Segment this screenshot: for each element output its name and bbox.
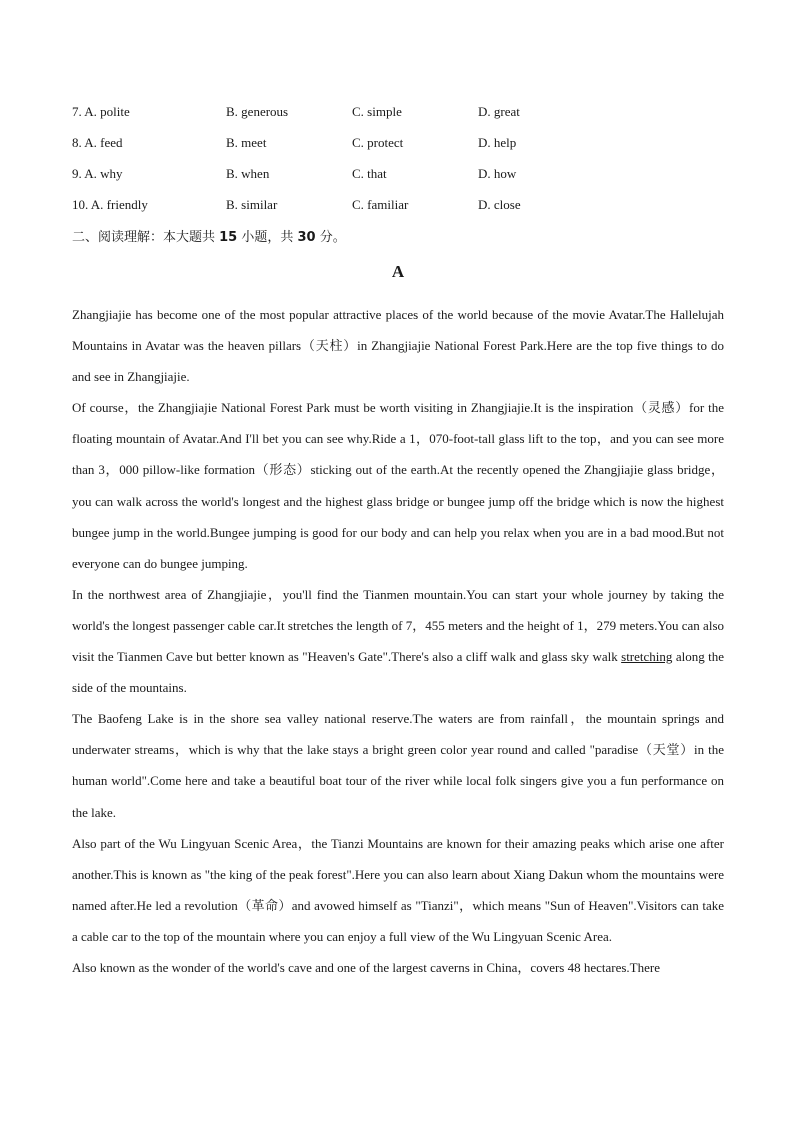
paragraph-tianmen: In the northwest area of Zhangjiajie，you'll find the Tianmen mountain.You can start your whole journey by taking the world's the longest passenger cable car.It stretches the length of 7，455 meters and the height of 1，279 meters.You can also visit the Tianmen Cave but better known as "Heaven's Gate".There's also a cliff walk and glass sky walk stretching along the side of the mountains. [72, 586, 725, 696]
passage-body [72, 299, 724, 983]
option-d: D. great [478, 104, 520, 119]
option-b: B. similar [226, 197, 278, 212]
option-b: B. meet [226, 135, 267, 150]
option-row-7 [72, 102, 724, 122]
paragraph-cave: Also known as the wonder of the world's cave and one of the largest caverns in China，covers 48 hectares.There [72, 959, 660, 975]
paragraph-tianzi-mountains: Also part of the Wu Lingyuan Scenic Area，the Tianzi Mountains are known for their amazing peaks which arise one after another.This is known as "the king of the peak forest".Here you can also learn about Xiang Dakun whom the mountains were named after.He led a revolution（革命）and avowed himself as "Tianzi"，which means "Sun of Heaven".Visitors can take a cable car to the top of the mountain where you can enjoy a full view of the Wu Lingyuan Scenic Area. [72, 835, 724, 944]
option-row-8 [72, 133, 724, 153]
option-a: 9. A. why [72, 166, 123, 181]
option-d: D. help [478, 135, 517, 150]
option-c: C. simple [352, 104, 402, 119]
option-row-9 [72, 164, 724, 184]
option-a: 10. A. friendly [72, 197, 148, 212]
option-c: C. that [352, 166, 387, 181]
option-d: D. close [478, 197, 521, 212]
section-heading: 二、阅读理解：本大题共 15 小题，共 30 分。 [72, 230, 346, 245]
option-b: B. when [226, 166, 270, 181]
option-a: 7. A. polite [72, 104, 130, 119]
option-row-10 [72, 195, 724, 215]
option-c: C. protect [352, 135, 404, 150]
option-d: D. how [478, 166, 517, 181]
total-score: 30 [297, 230, 316, 245]
option-c: C. familiar [352, 197, 409, 212]
question-count: 15 [219, 230, 238, 245]
option-b: B. generous [226, 104, 289, 119]
underlined-word: stretching [621, 649, 673, 665]
paragraph-forest-park: Of course，the Zhangjiajie National Forest Park must be worth visiting in Zhangjiajie.It is the inspiration（灵感）for the floating mountain of Avatar.And I'll bet you can see why.Ride a 1，070-foot-tall glass lift to the top，and you can see more than 3，000 pillow-like formation（形态）sticking out of the earth.At the recently opened the Zhangjiajie glass bridge，you can walk across the world's longest and the highest glass bridge or bungee jump off the bridge which is now the highest bungee jump in the world.Bungee jumping is good for our body and can help you relax when you are in a bad mood.But not everyone can do bungee jumping. [72, 400, 724, 571]
passage-title: A [391, 262, 405, 281]
paragraph-baofeng-lake: The Baofeng Lake is in the shore sea valley national reserve.The waters are from rainfall，the mountain springs and underwater streams，which is why that the lake stays a bright green color year round and called "paradise（天堂）in the human world".Come here and take a beautiful boat tour of the river while local folk singers give you a fun performance on the lake. [72, 711, 724, 820]
paragraph-intro: Zhangjiajie has become one of the most popular attractive places of the world because of the movie Avatar.The Hallelujah Mountains in Avatar was the heaven pillars（天柱）in Zhangjiajie National Forest Park.Here are the top five things to do and see in Zhangjiajie. [72, 307, 724, 385]
option-a: 8. A. feed [72, 135, 123, 150]
